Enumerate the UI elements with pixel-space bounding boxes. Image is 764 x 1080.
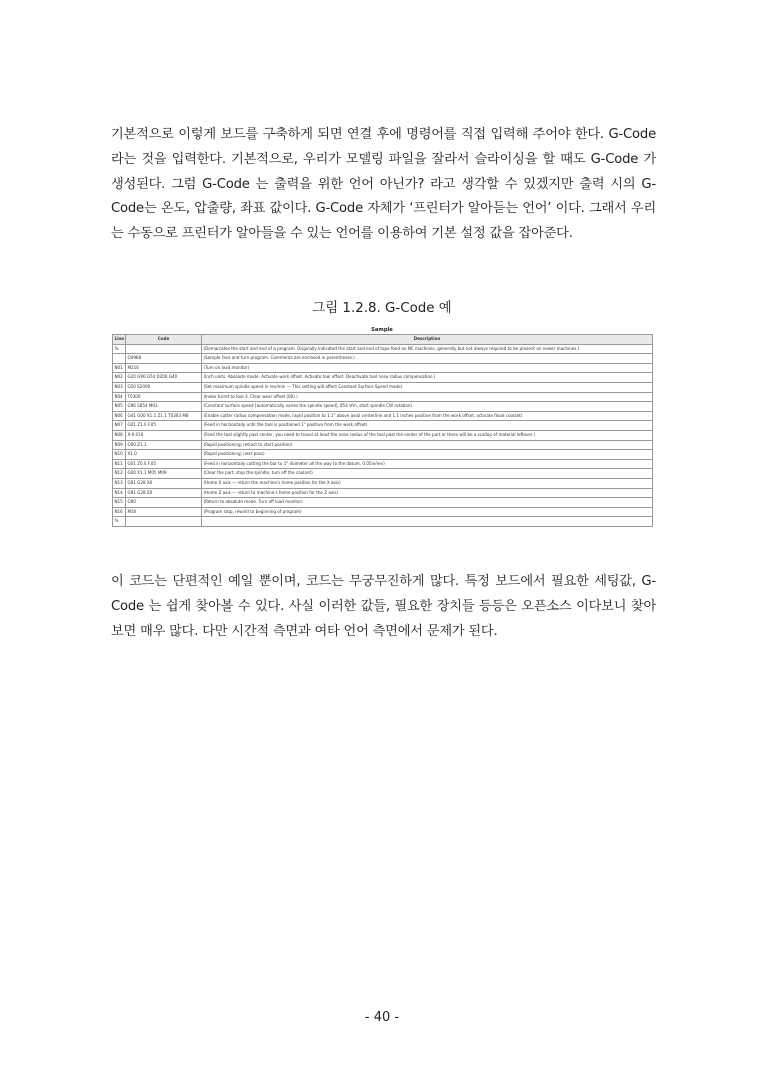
table-row (113, 344, 653, 354)
body-paragraph-conclusion: 이 코드는 단편적인 예일 뿐이며, 코드는 무궁무진하게 많다. 특정 보드에서 필요한 세팅값, G-Code 는 쉽게 찾아볼 수 있다. 사실 이러한 값들, 필요한 장치들 등등은 오픈소스 이다보니 찾아보면 매우 많다. 다만 시간적 측면과 여타 언어 측면에서 문제가 된다. (111, 574, 656, 639)
table-row (113, 469, 653, 479)
column-header-description: Description (202, 335, 653, 345)
cell-code: G91 G28 X0 (126, 478, 202, 488)
cell-line: N03 (113, 382, 126, 392)
table-row (113, 450, 653, 460)
cell-code: T0300 (126, 392, 202, 402)
cell-code: G91 G28 Z0 (126, 488, 202, 498)
body-paragraph-intro: 기본적으로 이렇게 보드를 구축하게 되면 연결 후에 명령어를 직접 입력해 주어야 한다. G-Code 라는 것을 입력한다. 기본적으로, 우리가 모델링 파일을 잘라서 슬라이싱을 할 때도 G-Code 가 생성된다. 그럼 G-Code 는 출력을 위한 언어 아닌가? 라고 생각할 수 있겠지만 출력 시의 G-Code는 온도, 압출량, 좌표 값이다. G-Code 자체가 ‘프린터가 알아듣는 언어’ 이다. 그래서 우리는 수동으로 프린터가 알아들을 수 있는 언어를 이용하여 기본 설정 값을 잡아준다. (111, 127, 656, 242)
cell-line: N11 (113, 459, 126, 469)
table-row (113, 488, 653, 498)
cell-line: N04 (113, 392, 126, 402)
cell-code: O4968 (126, 354, 202, 364)
table-title: Sample (371, 327, 393, 333)
table-row (113, 478, 653, 488)
cell-description: (Constant surface speed [automatically varies the spindle speed], 854 sfm, start spindle CW rotation) (202, 402, 653, 412)
cell-line: N08 (113, 430, 126, 440)
cell-code: G01 Z0.0 F.05 (126, 459, 202, 469)
cell-description: (Rapid positioning; retract to start position) (202, 440, 653, 450)
column-header-line: Line (113, 335, 126, 345)
cell-code: G01 Z1.0 F.05 (126, 421, 202, 431)
table-row (113, 459, 653, 469)
cell-code: X1.0 (126, 450, 202, 460)
table-row (113, 507, 653, 517)
cell-code: X-0.016 (126, 430, 202, 440)
cell-description: (Rapid positioning; next pass) (202, 450, 653, 460)
column-header-code: Code (126, 335, 202, 345)
cell-code: G96 S854 M03 (126, 402, 202, 412)
gcode-sample-figure (112, 326, 652, 527)
cell-line: N09 (113, 440, 126, 450)
cell-code: G00 Z1.1 (126, 440, 202, 450)
cell-code: M216 (126, 363, 202, 373)
table-row (113, 363, 653, 373)
cell-description: (Feed in horizontally until the tool is positioned 1" positive from the work offset) (202, 421, 653, 431)
cell-line: N01 (113, 363, 126, 373)
cell-description: (Home Z axis — return to machine's home position for the Z axis) (202, 488, 653, 498)
cell-description: (Enable cutter radius compensation mode, rapid position to 1.1" above axial centerline and 1.1 inches positive from the work offset, activate flood coolant) (202, 411, 653, 421)
cell-line: N15 (113, 498, 126, 508)
cell-description: (Program stop, rewind to beginning of program) (202, 507, 653, 517)
table-row (113, 402, 653, 412)
cell-code: M30 (126, 507, 202, 517)
cell-description: (Index turret to tool 3. Clear wear offset (00).) (202, 392, 653, 402)
cell-description: (Return to absolute mode. Turn off load monitor) (202, 498, 653, 508)
cell-description: (Clear the part, stop the spindle, turn off the coolant) (202, 469, 653, 479)
table-row (113, 373, 653, 383)
cell-code: G50 S2000 (126, 382, 202, 392)
table-header-row (113, 335, 653, 345)
table-row (113, 382, 653, 392)
table-row (113, 498, 653, 508)
cell-line: N14 (113, 488, 126, 498)
cell-description: (Inch units. Absolute mode. Activate work offset. Activate tool offset. Deactivate tool nose radius compensation.) (202, 373, 653, 383)
cell-line: N13 (113, 478, 126, 488)
cell-code: G41 G00 X1.1 Z1.1 T0303 M8 (126, 411, 202, 421)
table-row (113, 517, 653, 527)
cell-line: N12 (113, 469, 126, 479)
cell-line: % (113, 344, 126, 354)
cell-description: (Feed the tool slightly past center, you need to travel at least the nose radius of the tool past the center of the part or there will be a scallop of material leftover.) (202, 430, 653, 440)
cell-line: N05 (113, 402, 126, 412)
table-row (113, 440, 653, 450)
cell-description: (Demarcates the start and end of a program. Originally indicated the start and end of tape feed on NC machines, generally but not always required to be present on newer machines.) (202, 344, 653, 354)
page-number: - 40 - (364, 1010, 400, 1025)
cell-line: N07 (113, 421, 126, 431)
table-row (113, 430, 653, 440)
cell-description: (Feed in horizontally cutting the bar to 1" diameter all the way to the datum, 0.05in/rev) (202, 459, 653, 469)
cell-description: (Sample face and turn program. Comments are enclosed in parentheses.) (202, 354, 653, 364)
cell-line: N16 (113, 507, 126, 517)
figure-caption: 그림 1.2.8. G-Code 예 (312, 301, 452, 316)
table-row (113, 392, 653, 402)
cell-description: (Set maximum spindle speed in rev/min — This setting will affect Constant Surface Speed mode) (202, 382, 653, 392)
table-row (113, 411, 653, 421)
cell-code (126, 517, 202, 527)
gcode-sample-table (112, 334, 653, 527)
cell-description: (Turn on load monitor) (202, 363, 653, 373)
cell-code: G20 G90 G54 D200 G40 (126, 373, 202, 383)
table-row (113, 421, 653, 431)
cell-code: G00 X1.1 M05 M09 (126, 469, 202, 479)
cell-code: G90 (126, 498, 202, 508)
cell-line: N02 (113, 373, 126, 383)
cell-description: (Home X axis — return the machine's home position for the X axis) (202, 478, 653, 488)
table-row (113, 354, 653, 364)
cell-code (126, 344, 202, 354)
cell-line: N06 (113, 411, 126, 421)
cell-line (113, 354, 126, 364)
cell-line: % (113, 517, 126, 527)
cell-line: N10 (113, 450, 126, 460)
cell-description (202, 517, 653, 527)
